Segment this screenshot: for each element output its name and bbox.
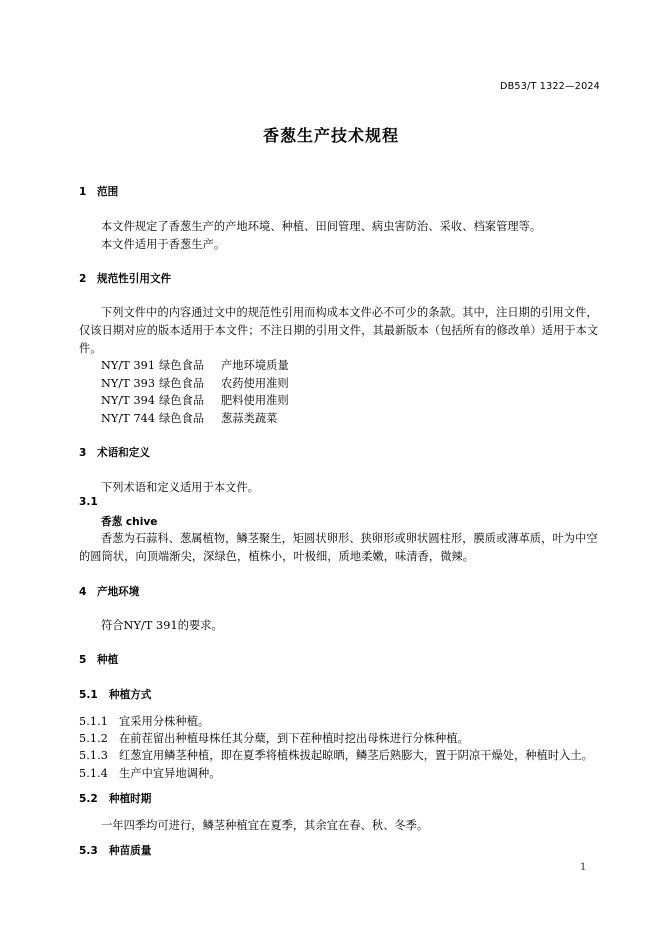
clause-number: 5.1.2 (79, 732, 108, 745)
page-number: 1 (580, 862, 587, 873)
reference-code: NY/T 393 (101, 377, 156, 390)
subsection-number: 5.3 (79, 845, 98, 857)
subsection-title: 种植方式 (109, 689, 152, 701)
reference-code: NY/T 744 (101, 412, 156, 425)
section-number: 3 (79, 447, 87, 459)
reference-item (101, 357, 289, 373)
clause-number: 5.1.3 (79, 749, 108, 762)
section-2-intro: 下列文件中的内容通过文中的规范性引用而构成本文件必不可少的条款。其中，注日期的引用文件，仅该日期对应的版本适用于本文件；不注日期的引用文件，其最新版本（包括所有的修改单）适用于本文件。 (79, 306, 599, 356)
clause-item (79, 765, 221, 781)
section-1-paragraph-1: 本文件规定了香葱生产的产地环境、种植、田间管理、病虫害防治、采收、档案管理等。 (101, 220, 542, 233)
clause-number: 5.1.1 (79, 715, 108, 728)
subsection-number: 5.1 (79, 689, 98, 701)
subsection-title: 种苗质量 (109, 845, 152, 857)
reference-series: 绿色食品 (159, 394, 205, 407)
reference-code: NY/T 391 (101, 359, 156, 372)
clause-text: 宜采用分株种植。 (119, 715, 210, 728)
reference-title: 葱蒜类蔬菜 (221, 412, 278, 425)
section-3-heading (79, 445, 150, 460)
page-title: 香葱生产技术规程 (262, 126, 399, 145)
term-number: 3.1 (79, 496, 98, 508)
reference-item (101, 392, 289, 408)
section-title: 术语和定义 (97, 447, 150, 459)
clause-text: 生产中宜异地调种。 (119, 767, 221, 780)
reference-item (101, 375, 289, 391)
reference-series: 绿色食品 (159, 412, 205, 425)
section-1-paragraph-2: 本文件适用于香葱生产。 (101, 238, 226, 251)
section-title: 规范性引用文件 (97, 273, 172, 285)
section-3-intro: 下列术语和定义适用于本文件。 (101, 481, 260, 494)
reference-series: 绿色食品 (159, 377, 205, 390)
doc-number: DB53/T 1322—2024 (500, 81, 600, 92)
section-4-paragraph: 符合NY/T 391的要求。 (101, 619, 223, 632)
section-5-heading (79, 652, 118, 667)
section-4-heading (79, 584, 139, 599)
reference-code: NY/T 394 (101, 394, 156, 407)
section-1-heading (79, 184, 118, 199)
reference-title: 肥料使用准则 (221, 394, 289, 407)
reference-item (101, 410, 277, 426)
subsection-title: 种植时期 (109, 793, 152, 805)
subsection-5-2-heading (79, 791, 151, 806)
subsection-5-1-heading (79, 687, 151, 702)
clause-item (79, 713, 209, 729)
section-title: 种植 (97, 654, 119, 666)
reference-title: 产地环境质量 (221, 359, 289, 372)
clause-item (79, 747, 593, 763)
section-title: 范围 (97, 186, 119, 198)
section-number: 4 (79, 586, 87, 598)
reference-series: 绿色食品 (159, 359, 205, 372)
subsection-number: 5.2 (79, 793, 98, 805)
subsection-5-3-heading (79, 843, 151, 858)
clause-number: 5.1.4 (79, 767, 108, 780)
section-title: 产地环境 (97, 586, 140, 598)
subsection-5-2-paragraph: 一年四季均可进行，鳞茎种植宜在夏季，其余宜在春、秋、冬季。 (101, 819, 429, 832)
clause-text: 在前茬留出种植母株任其分蘖，到下茬种植时挖出母株进行分株种植。 (119, 732, 469, 745)
section-number: 2 (79, 273, 87, 285)
section-2-heading (79, 271, 171, 286)
clause-text: 红葱宜用鳞茎种植，即在夏季将植株拔起晾晒，鳞茎后熟膨大，置于阴凉干燥处，种植时入土。 (119, 749, 594, 762)
section-number: 5 (79, 654, 87, 666)
reference-title: 农药使用准则 (221, 377, 289, 390)
term-heading: 香葱 chive (101, 516, 158, 528)
term-definition: 香葱为石蒜科、葱属植物，鳞茎聚生，矩圆状卵形、狭卵形或卵状圆柱形，膜质或薄革质，叶为中空的圆筒状，向顶端渐尖，深绿色，植株小，叶极细，质地柔嫩，味清香，微辣。 (79, 532, 598, 564)
section-number: 1 (79, 186, 87, 198)
clause-item (79, 730, 469, 746)
